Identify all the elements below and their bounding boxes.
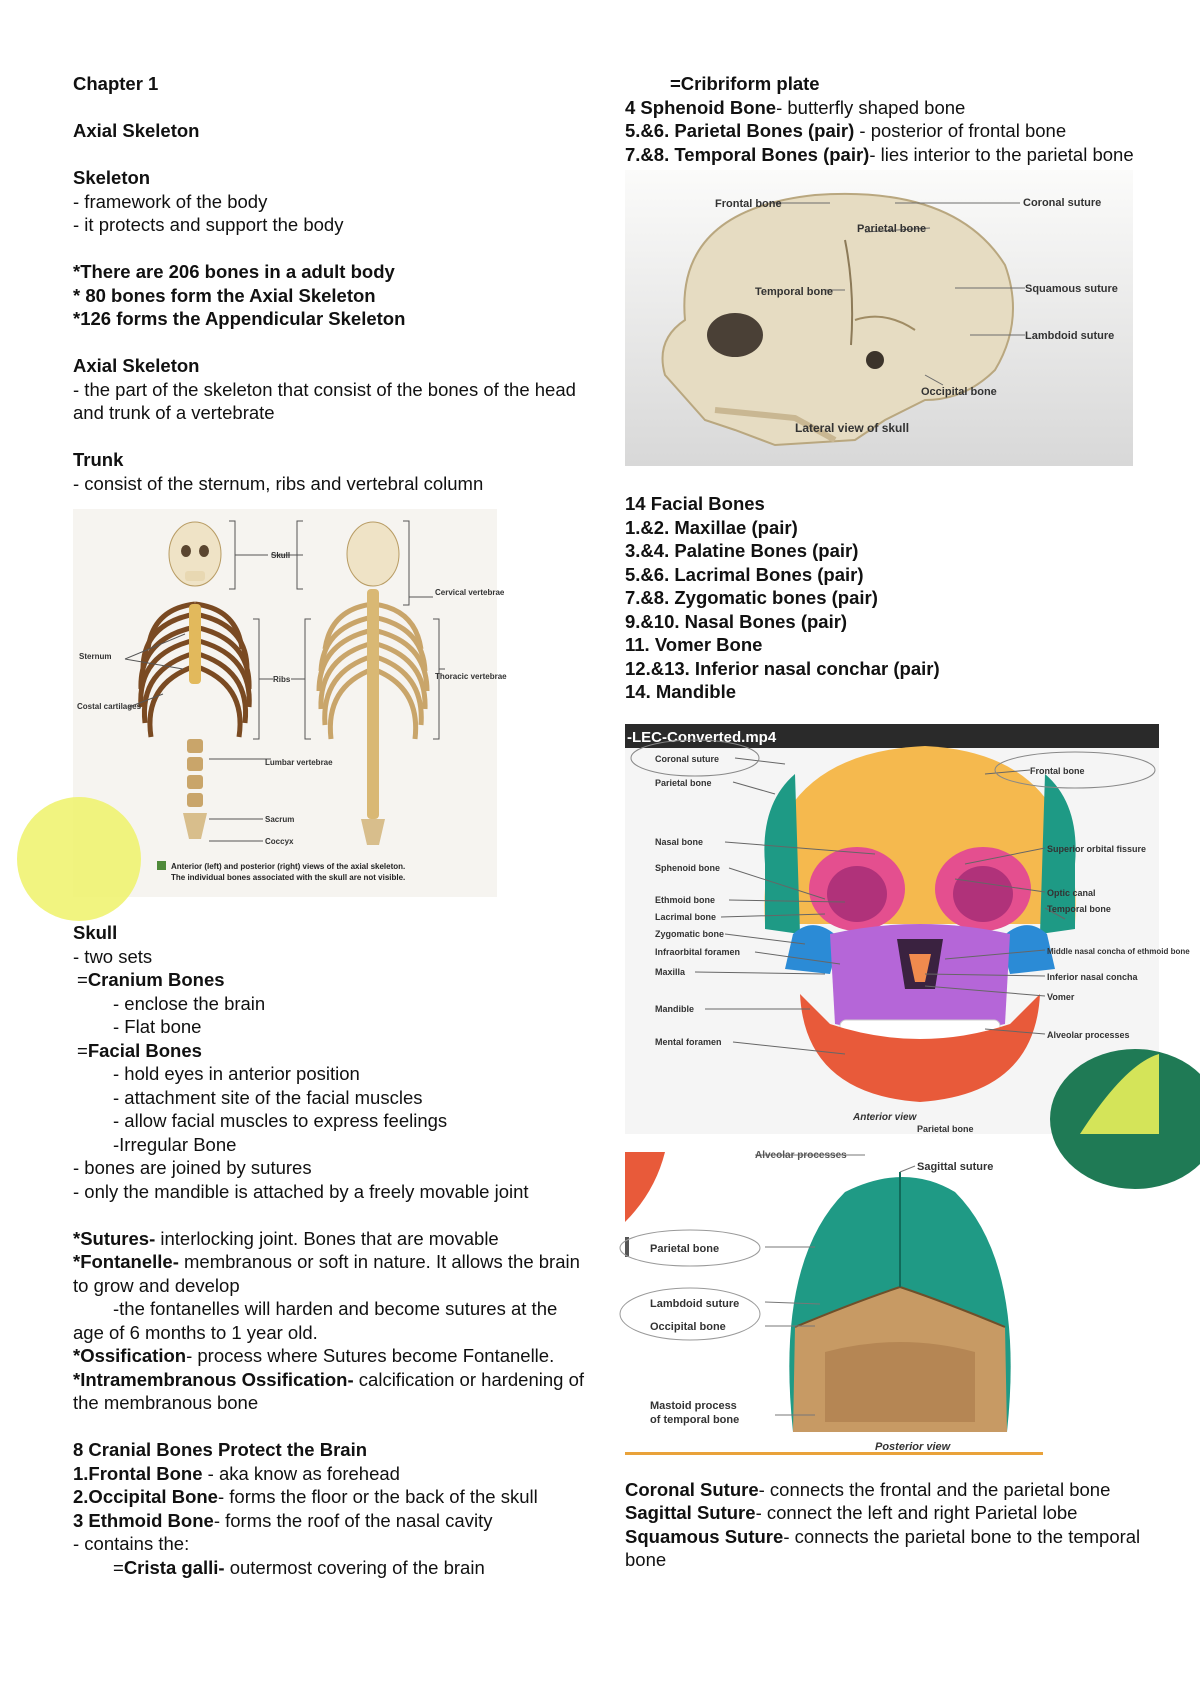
anterior-right-label: Alveolar processes	[1047, 1029, 1130, 1040]
cervical-label: Cervical vertebrae	[435, 588, 505, 597]
facial-item: -Irregular Bone	[113, 1133, 237, 1155]
lateral-squamous-label: Squamous suture	[1025, 283, 1118, 295]
anterior-left-label: Zygomatic bone	[655, 928, 725, 939]
sagittal-suture-line: Sagittal Suture- connect the left and right Parietal lobe	[625, 1502, 1078, 1523]
ribs-label: Ribs	[273, 675, 291, 684]
skull-label: Skull	[271, 551, 291, 560]
anterior-right-label: Temporal bone	[1047, 903, 1111, 914]
video-title: -LEC-Converted.mp4	[627, 728, 777, 746]
fontanelle-note: -the fontanelles will harden and become sutures at the age of 6 months to 1 year old.	[73, 1298, 563, 1343]
facial-bone-item: 7.&8. Zygomatic bones (pair)	[625, 587, 878, 608]
lateral-skull-figure	[625, 170, 1133, 466]
skeleton-heading: Skeleton	[73, 167, 151, 188]
lateral-parietal-label: Parietal bone	[857, 223, 927, 235]
fontanelle-definition: *Fontanelle- membranous or soft in nature. It allows the brain to grow and develop	[73, 1251, 586, 1296]
fact-line: *126 forms the Appendicular Skeleton	[73, 308, 406, 329]
anterior-right-label: Optic canal	[1047, 887, 1096, 898]
anterior-left-label: Ethmoid bone	[655, 894, 715, 905]
facial-line: =Facial Bones	[77, 1039, 202, 1061]
cranium-item: - Flat bone	[113, 1016, 202, 1037]
intramembranous-definition: *Intramembranous Ossification- calcification or hardening of the membranous bone	[73, 1368, 590, 1413]
axial-skeleton-heading: Axial Skeleton	[73, 120, 200, 141]
skeleton-line: - it protects and support the body	[73, 214, 344, 235]
facial-bone-item: 14. Mandible	[625, 681, 737, 702]
anterior-cut-label: Parietal bone	[917, 1123, 974, 1134]
facial-bone-item: 12.&13. Inferior nasal conchar (pair)	[625, 657, 940, 679]
cranium-item: - enclose the brain	[113, 992, 266, 1014]
parietal-line: 5.&6. Parietal Bones (pair) - posterior of frontal bone	[625, 120, 1067, 141]
fact-line: *There are 206 bones in a adult body	[73, 261, 395, 282]
lateral-lambdoid-label: Lambdoid suture	[1025, 330, 1115, 342]
coronal-suture-line: Coronal Suture- connects the frontal and the parietal bone	[625, 1478, 1111, 1500]
trunk-definition: - consist of the sternum, ribs and vertebral column	[73, 472, 484, 494]
skeleton-line: - framework of the body	[73, 190, 268, 212]
posterior-top-cut: Alveolar processes	[755, 1149, 847, 1161]
cranial-bones-heading: 8 Cranial Bones Protect the Brain	[73, 1439, 368, 1460]
posterior-parietal-label: Parietal bone	[650, 1242, 720, 1255]
facial-bone-item: 3.&4. Palatine Bones (pair)	[625, 540, 859, 561]
axial-definition-heading: Axial Skeleton	[73, 355, 200, 376]
facial-item: - hold eyes in anterior position	[113, 1063, 360, 1084]
crista-galli-line: =Crista galli- outermost covering of the brain	[113, 1556, 485, 1578]
anterior-left-label: Infraorbital foramen	[655, 946, 741, 957]
ossification-definition: *Ossification- process where Sutures become Fontanelle.	[73, 1345, 555, 1366]
anterior-right-label: Frontal bone	[1030, 765, 1085, 776]
trunk-heading: Trunk	[73, 449, 124, 470]
posterior-sagittal-label: Sagittal suture	[917, 1160, 994, 1173]
facial-bones-heading: 14 Facial Bones	[625, 493, 765, 514]
coccyx-label: Coccyx	[265, 837, 294, 846]
ethmoid-contains: - contains the:	[73, 1533, 190, 1554]
anterior-left-label: Mental foramen	[655, 1036, 722, 1047]
frontal-bone-line: 1.Frontal Bone - aka know as forehead	[73, 1462, 400, 1484]
posterior-mastoid-line1: Mastoid process	[650, 1399, 737, 1412]
thoracic-label: Thoracic vertebrae	[435, 672, 507, 681]
left-column	[73, 72, 593, 1579]
right-column	[625, 72, 1190, 1572]
fig1-caption-line1: Anterior (left) and posterior (right) views of the axial skeleton.	[171, 862, 406, 871]
facial-item: - attachment site of the facial muscles	[113, 1086, 423, 1108]
anterior-left-label: Mandible	[655, 1003, 695, 1014]
posterior-mastoid-line2: of temporal bone	[650, 1413, 740, 1426]
facial-bone-item: 5.&6. Lacrimal Bones (pair)	[625, 563, 864, 585]
sphenoid-line: 4 Sphenoid Bone- butterfly shaped bone	[625, 96, 966, 118]
anterior-left-label: Parietal bone	[655, 777, 712, 788]
posterior-lambdoid-label: Lambdoid suture	[650, 1297, 740, 1310]
anterior-skull-figure	[625, 724, 1190, 1134]
skull-sets: - two sets	[73, 945, 153, 967]
sternum-label: Sternum	[79, 652, 112, 661]
axial-skeleton-figure	[73, 509, 507, 897]
anterior-right-label: Middle nasal concha of ethmoid bone	[1047, 946, 1190, 956]
posterior-skull-illustration	[625, 1149, 1043, 1462]
axial-definition: - the part of the skeleton that consist of the bones of the head and trunk of a vertebrate	[73, 378, 582, 423]
facial-bone-item: 1.&2. Maxillae (pair)	[625, 516, 798, 538]
anterior-left-label: Nasal bone	[655, 836, 704, 847]
anterior-right-label: Superior orbital fissure	[1047, 843, 1147, 854]
temporal-line: 7.&8. Temporal Bones (pair)- lies interior to the parietal bone	[625, 143, 1134, 165]
anterior-left-label: Sphenoid bone	[655, 862, 720, 873]
occipital-bone-line: 2.Occipital Bone- forms the floor or the back of the skull	[73, 1486, 538, 1507]
anterior-caption: Anterior view	[853, 1111, 917, 1123]
anterior-left-label: Maxilla	[655, 966, 686, 977]
skull-tail-line: - only the mandible is attached by a freely movable joint	[73, 1180, 529, 1202]
facial-item: - allow facial muscles to express feelings	[113, 1110, 448, 1131]
lateral-occipital-label: Occipital bone	[921, 386, 997, 398]
fact-line: * 80 bones form the Axial Skeleton	[73, 284, 376, 306]
axial-skeleton-illustration	[73, 509, 507, 897]
posterior-caption: Posterior view	[875, 1440, 951, 1453]
facial-bone-item: 9.&10. Nasal Bones (pair)	[625, 610, 848, 632]
skull-tail-line: - bones are joined by sutures	[73, 1157, 312, 1178]
lateral-temporal-label: Temporal bone	[755, 286, 834, 298]
costal-label: Costal cartilages	[77, 702, 142, 711]
posterior-occipital-label: Occipital bone	[650, 1320, 726, 1333]
lateral-caption: Lateral view of skull	[795, 421, 910, 435]
anterior-right-label: Vomer	[1047, 991, 1075, 1002]
chapter-title: Chapter 1	[73, 73, 159, 94]
posterior-skull-figure	[625, 1149, 1043, 1462]
skull-heading: Skull	[73, 922, 118, 943]
sacrum-label: Sacrum	[265, 815, 295, 824]
ethmoid-bone-line: 3 Ethmoid Bone- forms the roof of the nasal cavity	[73, 1509, 493, 1531]
squamous-suture-line: Squamous Suture- connects the parietal bone to the temporal bone	[625, 1525, 1146, 1570]
anterior-skull-illustration	[625, 724, 1190, 1134]
anterior-left-label: Lacrimal bone	[655, 911, 717, 922]
lateral-frontal-label: Frontal bone	[715, 198, 782, 210]
lumbar-label: Lumbar vertebrae	[265, 758, 333, 767]
anterior-left-label: Coronal suture	[655, 753, 720, 764]
facial-bone-item: 11. Vomer Bone	[625, 634, 763, 655]
cribriform-line: =Cribriform plate	[670, 73, 820, 94]
lateral-coronal-label: Coronal suture	[1023, 197, 1102, 209]
lateral-skull-illustration	[625, 170, 1133, 466]
fig1-caption-line2: The individual bones associated with the skull are not visible.	[171, 873, 406, 882]
cranium-line: =Cranium Bones	[77, 969, 225, 990]
sutures-definition: *Sutures- interlocking joint. Bones that are movable	[73, 1227, 499, 1249]
anterior-right-label: Inferior nasal concha	[1047, 971, 1138, 982]
